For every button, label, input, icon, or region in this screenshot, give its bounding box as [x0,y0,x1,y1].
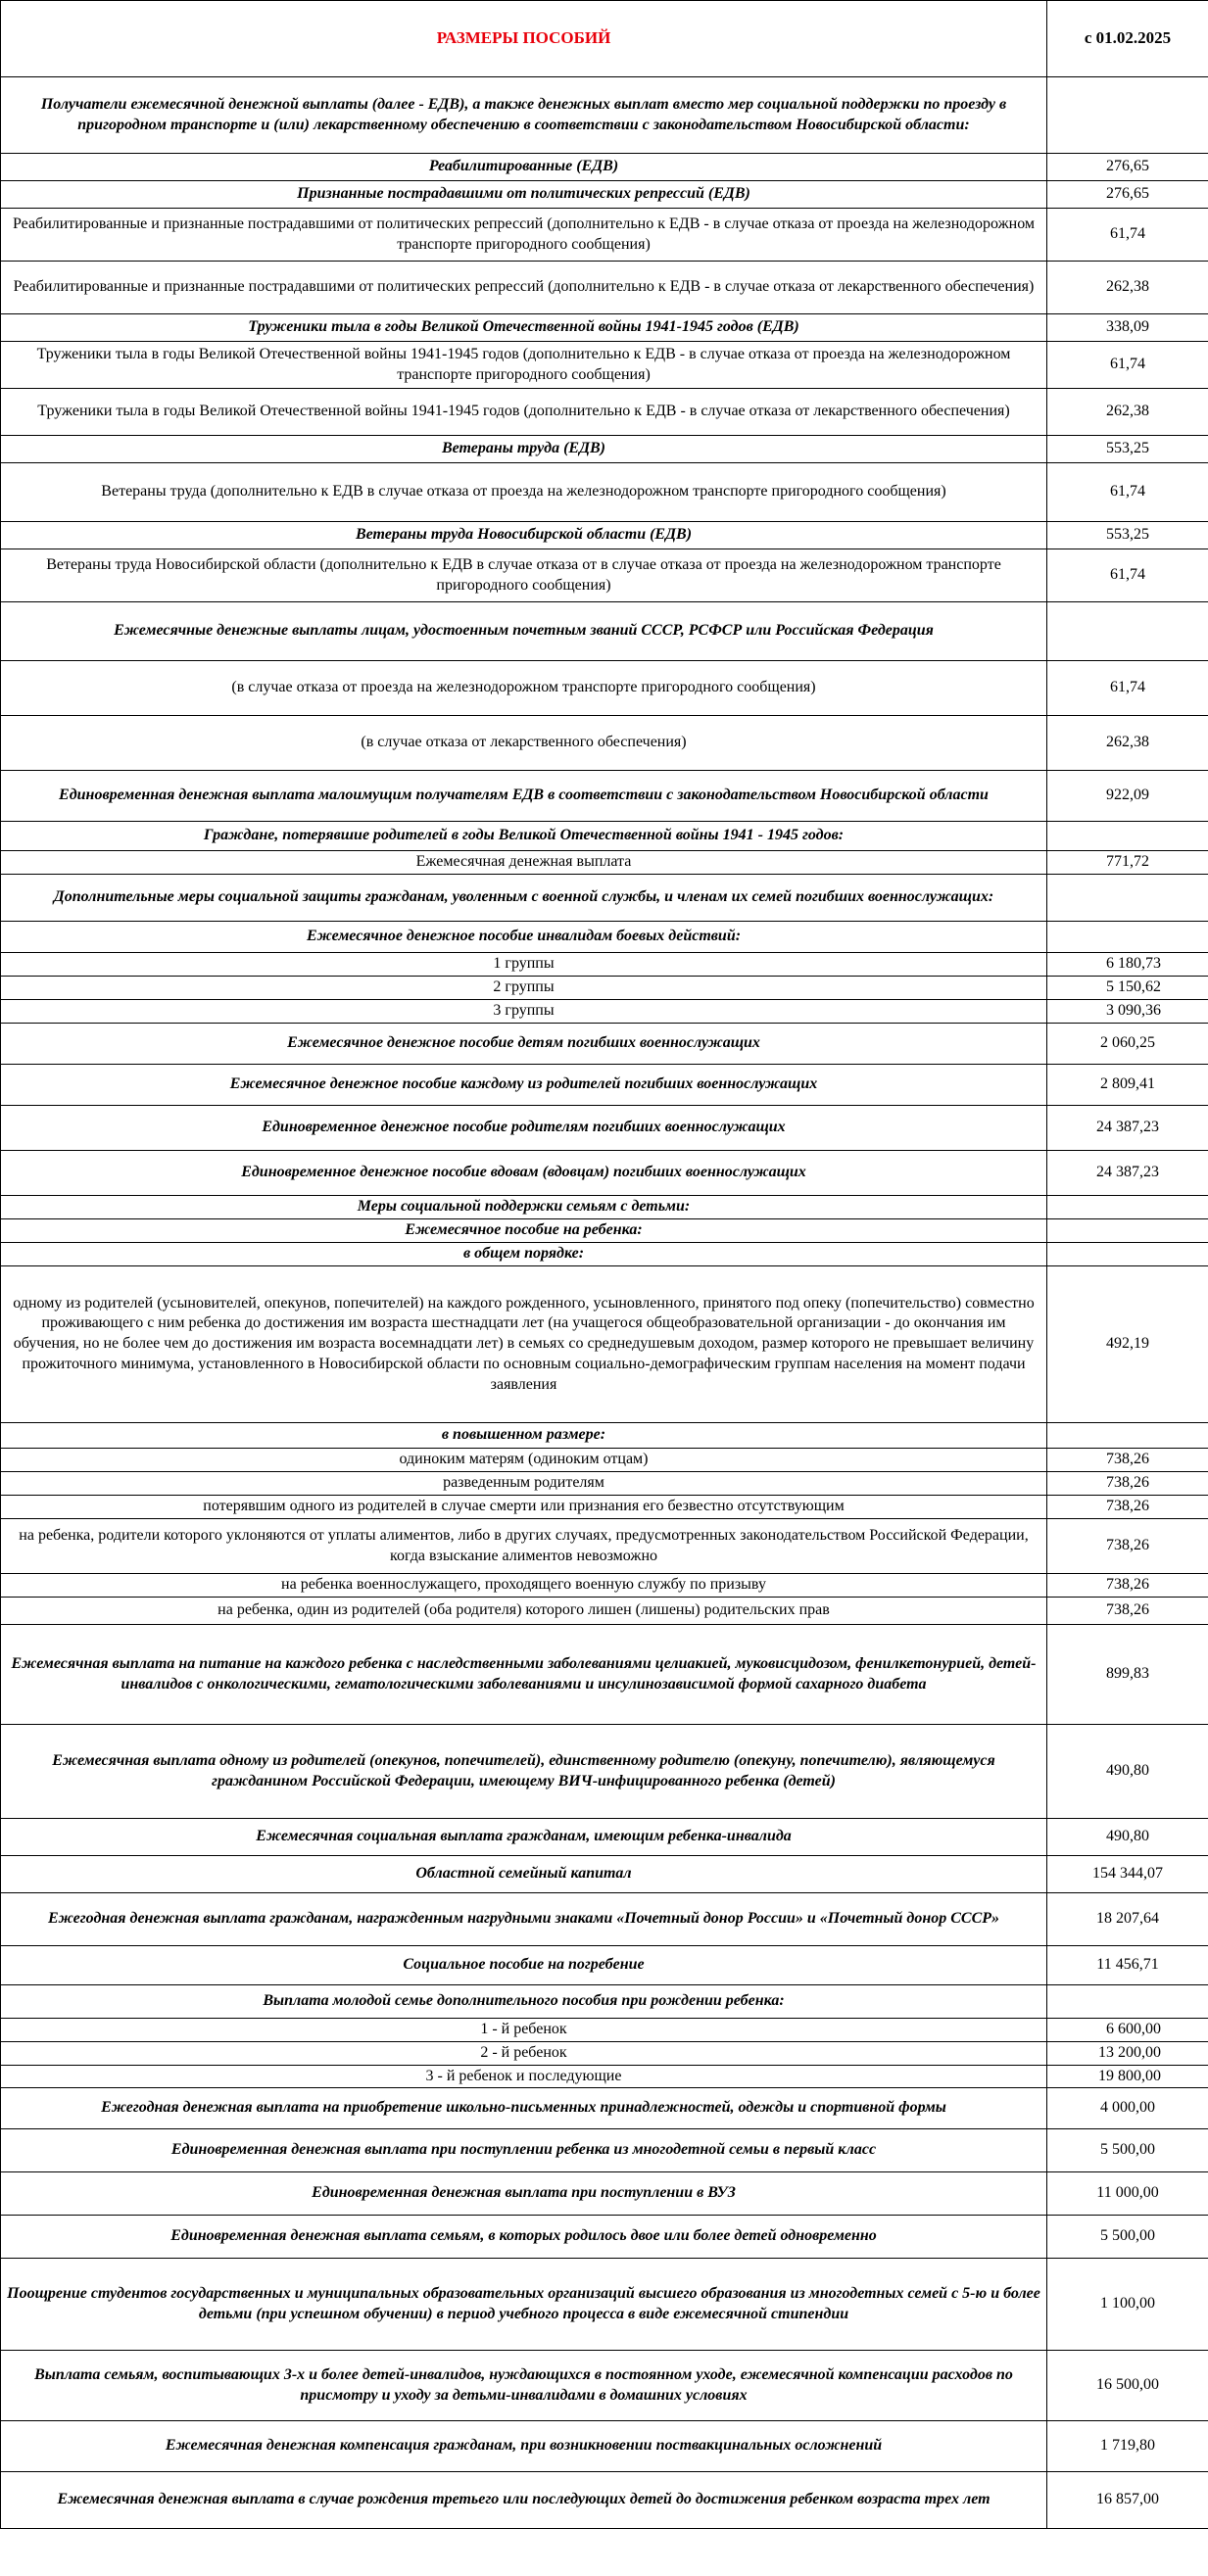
header-row [1,1,1208,77]
table-row [1,1574,1208,1598]
row-value [1047,1985,1208,2019]
row-value: 262,38 [1047,389,1208,436]
row-label: Единовременное денежное пособие вдовам (вдовцам) погибших военнослужащих [1,1151,1047,1196]
table-row [1,2259,1208,2351]
row-value: 154 344,07 [1047,1856,1208,1893]
row-value: 738,26 [1047,1519,1208,1574]
table-row [1,1423,1208,1449]
row-label: Единовременное денежное пособие родителям погибших военнослужащих [1,1106,1047,1151]
row-label: Ветераны труда Новосибирской области (дополнительно к ЕДВ в случае отказа от в случае отказа от проезда на железнодорожном транспорте пригородного сообщения) [1,549,1047,602]
row-value [1047,602,1208,661]
table-row [1,822,1208,851]
row-value: 276,65 [1047,154,1208,181]
table-row [1,2351,1208,2421]
row-value: 13 200,00 [1047,2041,1208,2065]
row-label: на ребенка, родители которого уклоняются от уплаты алиментов, либо в других случаях, предусмотренных законодательством Российской Федерации, когда взыскание алиментов невозможно [1,1519,1047,1574]
row-label: Ежемесячное денежное пособие детям погибших военнослужащих [1,1024,1047,1065]
table-row [1,1856,1208,1893]
table-row [1,977,1208,1000]
row-label: Ежемесячное денежное пособие каждому из родителей погибших военнослужащих [1,1065,1047,1106]
row-value: 2 809,41 [1047,1065,1208,1106]
row-label: 3 группы [1,1000,1047,1024]
row-value: 61,74 [1047,549,1208,602]
row-value: 61,74 [1047,209,1208,262]
row-label: Ветераны труда (ЕДВ) [1,436,1047,463]
row-label: Граждане, потерявшие родителей в годы Великой Отечественной войны 1941 - 1945 годов: [1,822,1047,851]
row-value: 338,09 [1047,314,1208,342]
table-row [1,1449,1208,1472]
row-label: Получатели ежемесячной денежной выплаты (далее - ЕДВ), а также денежных выплат вместо мер социальной поддержки по проезду в пригородном транспорте и (или) лекарственному обеспечению в соответствии с законодательством Новосибирской области: [1,77,1047,154]
row-value: 922,09 [1047,771,1208,822]
row-value: 5 500,00 [1047,2129,1208,2172]
table-row [1,314,1208,342]
row-value: 24 387,23 [1047,1151,1208,1196]
row-label: Ежегодная денежная выплата гражданам, награжденным нагрудными знаками «Почетный донор России» и «Почетный донор СССР» [1,1893,1047,1946]
table-row [1,1496,1208,1519]
row-value: 5 500,00 [1047,2216,1208,2259]
row-label: Реабилитированные и признанные пострадавшими от политических репрессий (дополнительно к ЕДВ - в случае отказа от проезда на железнодорожном транспорте пригородного сообщения) [1,209,1047,262]
row-label: 3 - й ребенок и последующие [1,2065,1047,2088]
row-value: 738,26 [1047,1574,1208,1598]
row-label: Единовременная денежная выплата малоимущим получателям ЕДВ в соответствии с законодательством Новосибирской области [1,771,1047,822]
row-value: 11 000,00 [1047,2172,1208,2216]
table-row [1,2216,1208,2259]
row-value [1047,1196,1208,1219]
row-label: Выплата семьям, воспитывающих 3-х и более детей-инвалидов, нуждающихся в постоянном уходе, ежемесячной компенсации расходов по присмотру и уходу за детьми-инвалидами в домашних условиях [1,2351,1047,2421]
row-value [1047,77,1208,154]
row-value: 6 180,73 [1047,953,1208,977]
table-row [1,1519,1208,1574]
table-row [1,771,1208,822]
row-label: 2 группы [1,977,1047,1000]
row-value [1047,1243,1208,1266]
table-row [1,522,1208,549]
table-row [1,1219,1208,1243]
row-value: 61,74 [1047,661,1208,716]
table-row [1,661,1208,716]
row-label: Ежемесячные денежные выплаты лицам, удостоенным почетным званий СССР, РСФСР или Российская Федерация [1,602,1047,661]
row-label: Поощрение студентов государственных и муниципальных образовательных организаций высшего образования из многодетных семей с 5-ю и более детьми (при успешном обучении) в период учебного процесса в виде ежемесячной стипендии [1,2259,1047,2351]
table-row [1,1598,1208,1625]
table-row [1,2172,1208,2216]
table-row [1,1266,1208,1423]
table-row [1,154,1208,181]
table-row [1,1106,1208,1151]
table-row [1,549,1208,602]
row-value: 6 600,00 [1047,2019,1208,2042]
row-value [1047,822,1208,851]
table-row [1,436,1208,463]
row-value: 1 719,80 [1047,2421,1208,2472]
row-value: 16 500,00 [1047,2351,1208,2421]
table-row [1,77,1208,154]
row-label: 1 - й ребенок [1,2019,1047,2042]
table-row [1,2088,1208,2129]
row-label: Социальное пособие на погребение [1,1946,1047,1985]
row-label: Ежемесячная выплата на питание на каждого ребенка с наследственными заболеваниями целиакией, муковисцидозом, фенилкетонурией, детей-инвалидов с онкологическими, гематологическими заболеваниями и инсулинозависимой формой сахарного диабета [1,1625,1047,1725]
row-label: Признанные пострадавшими от политических репрессий (ЕДВ) [1,181,1047,209]
row-label: одному из родителей (усыновителей, опекунов, попечителей) на каждого рожденного, усыновленного, принятого под опеку (попечительство) совместно проживающего с ним ребенка до достижения им возраста шестнадцати лет (на учащегося общеобразовательной организации - до окончания им обучения, но не более чем до достижения им возраста восемнадцати лет) в семьях со среднедушевым доходом, размер которого не превышает величину прожиточного минимума, установленного в Новосибирской области по основным социально-демографическим группам населения на момент подачи заявления [1,1266,1047,1423]
table-row [1,1196,1208,1219]
row-label: (в случае отказа от лекарственного обеспечения) [1,716,1047,771]
table-row [1,1725,1208,1819]
row-label: 2 - й ребенок [1,2041,1047,2065]
row-label: Труженики тыла в годы Великой Отечественной войны 1941-1945 годов (дополнительно к ЕДВ - в случае отказа от лекарственного обеспечения) [1,389,1047,436]
row-value: 16 857,00 [1047,2472,1208,2529]
table-row [1,953,1208,977]
table-row [1,463,1208,522]
table-row [1,2019,1208,2042]
row-label: Ежемесячная денежная компенсация гражданам, при возникновении поствакцинальных осложнений [1,2421,1047,2472]
table-row [1,1024,1208,1065]
row-label: Областной семейный капитал [1,1856,1047,1893]
table-row [1,1151,1208,1196]
row-value: 11 456,71 [1047,1946,1208,1985]
row-value: 262,38 [1047,262,1208,314]
table-row [1,1819,1208,1856]
row-label: Выплата молодой семье дополнительного пособия при рождении ребенка: [1,1985,1047,2019]
row-label: Ежемесячная денежная выплата [1,851,1047,875]
row-value: 2 060,25 [1047,1024,1208,1065]
row-value: 61,74 [1047,342,1208,389]
row-label: Меры социальной поддержки семьям с детьми: [1,1196,1047,1219]
table-row [1,262,1208,314]
table-row [1,2421,1208,2472]
table-row [1,342,1208,389]
row-label: разведенным родителям [1,1472,1047,1496]
row-value: 61,74 [1047,463,1208,522]
row-value: 3 090,36 [1047,1000,1208,1024]
row-label: на ребенка, один из родителей (оба родителя) которого лишен (лишены) родительских прав [1,1598,1047,1625]
table-row [1,2129,1208,2172]
row-label: Единовременная денежная выплата при поступлении ребенка из многодетной семьи в первый класс [1,2129,1047,2172]
row-label: на ребенка военнослужащего, проходящего военную службу по призыву [1,1574,1047,1598]
row-value [1047,1219,1208,1243]
row-label: Ежемесячная социальная выплата гражданам, имеющим ребенка-инвалида [1,1819,1047,1856]
row-label: потерявшим одного из родителей в случае смерти или признания его безвестно отсутствующим [1,1496,1047,1519]
table-row [1,389,1208,436]
row-value: 553,25 [1047,436,1208,463]
row-value: 738,26 [1047,1598,1208,1625]
page-title: РАЗМЕРЫ ПОСОБИЙ [1,1,1047,77]
row-value: 4 000,00 [1047,2088,1208,2129]
table-row [1,1893,1208,1946]
row-value: 771,72 [1047,851,1208,875]
table-row [1,1243,1208,1266]
table-row [1,1065,1208,1106]
table-row [1,1472,1208,1496]
effective-date: с 01.02.2025 [1047,1,1208,77]
row-label: Ежемесячная выплата одному из родителей (опекунов, попечителей), единственному родителю (опекуну, попечителю), являющемуся гражданином Российской Федерации, имеющему ВИЧ-инфицированного ребенка (детей) [1,1725,1047,1819]
table-row [1,875,1208,922]
row-value: 553,25 [1047,522,1208,549]
table-row [1,851,1208,875]
row-value: 262,38 [1047,716,1208,771]
row-label: в общем порядке: [1,1243,1047,1266]
table-row [1,2065,1208,2088]
row-value: 1 100,00 [1047,2259,1208,2351]
table-row [1,602,1208,661]
row-label: Ветераны труда (дополнительно к ЕДВ в случае отказа от проезда на железнодорожном транспорте пригородного сообщения) [1,463,1047,522]
row-label: Ветераны труда Новосибирской области (ЕДВ) [1,522,1047,549]
table-row [1,2472,1208,2529]
row-value: 24 387,23 [1047,1106,1208,1151]
row-label: Ежемесячное пособие на ребенка: [1,1219,1047,1243]
table-row [1,716,1208,771]
row-value: 490,80 [1047,1725,1208,1819]
row-value [1047,875,1208,922]
row-label: в повышенном размере: [1,1423,1047,1449]
row-label: Дополнительные меры социальной защиты гражданам, уволенным с военной службы, и членам их семей погибших военнослужащих: [1,875,1047,922]
table-row [1,1625,1208,1725]
table-row [1,181,1208,209]
row-label: 1 группы [1,953,1047,977]
row-value [1047,922,1208,953]
table-row [1,1985,1208,2019]
row-label: Реабилитированные (ЕДВ) [1,154,1047,181]
table-row [1,922,1208,953]
table-row [1,209,1208,262]
row-label: Труженики тыла в годы Великой Отечественной войны 1941-1945 годов (дополнительно к ЕДВ - в случае отказа от проезда на железнодорожном транспорте пригородного сообщения) [1,342,1047,389]
table-row [1,1946,1208,1985]
row-value: 899,83 [1047,1625,1208,1725]
row-value [1047,1423,1208,1449]
table-row [1,1000,1208,1024]
row-label: Единовременная денежная выплата при поступлении в ВУЗ [1,2172,1047,2216]
row-value: 276,65 [1047,181,1208,209]
row-value: 738,26 [1047,1472,1208,1496]
row-value: 492,19 [1047,1266,1208,1423]
row-value: 738,26 [1047,1496,1208,1519]
row-value: 738,26 [1047,1449,1208,1472]
row-value: 19 800,00 [1047,2065,1208,2088]
row-value: 18 207,64 [1047,1893,1208,1946]
row-label: одиноким матерям (одиноким отцам) [1,1449,1047,1472]
row-label: Единовременная денежная выплата семьям, в которых родилось двое или более детей одновременно [1,2216,1047,2259]
row-label: Реабилитированные и признанные пострадавшими от политических репрессий (дополнительно к ЕДВ - в случае отказа от лекарственного обеспечения) [1,262,1047,314]
row-value: 5 150,62 [1047,977,1208,1000]
row-label: Ежегодная денежная выплата на приобретение школьно-письменных принадлежностей, одежды и спортивной формы [1,2088,1047,2129]
row-value: 490,80 [1047,1819,1208,1856]
row-label: Ежемесячная денежная выплата в случае рождения третьего или последующих детей до достижения ребенком возраста трех лет [1,2472,1047,2529]
row-label: Ежемесячное денежное пособие инвалидам боевых действий: [1,922,1047,953]
table-row [1,2041,1208,2065]
row-label: (в случае отказа от проезда на железнодорожном транспорте пригородного сообщения) [1,661,1047,716]
row-label: Труженики тыла в годы Великой Отечественной войны 1941-1945 годов (ЕДВ) [1,314,1047,342]
